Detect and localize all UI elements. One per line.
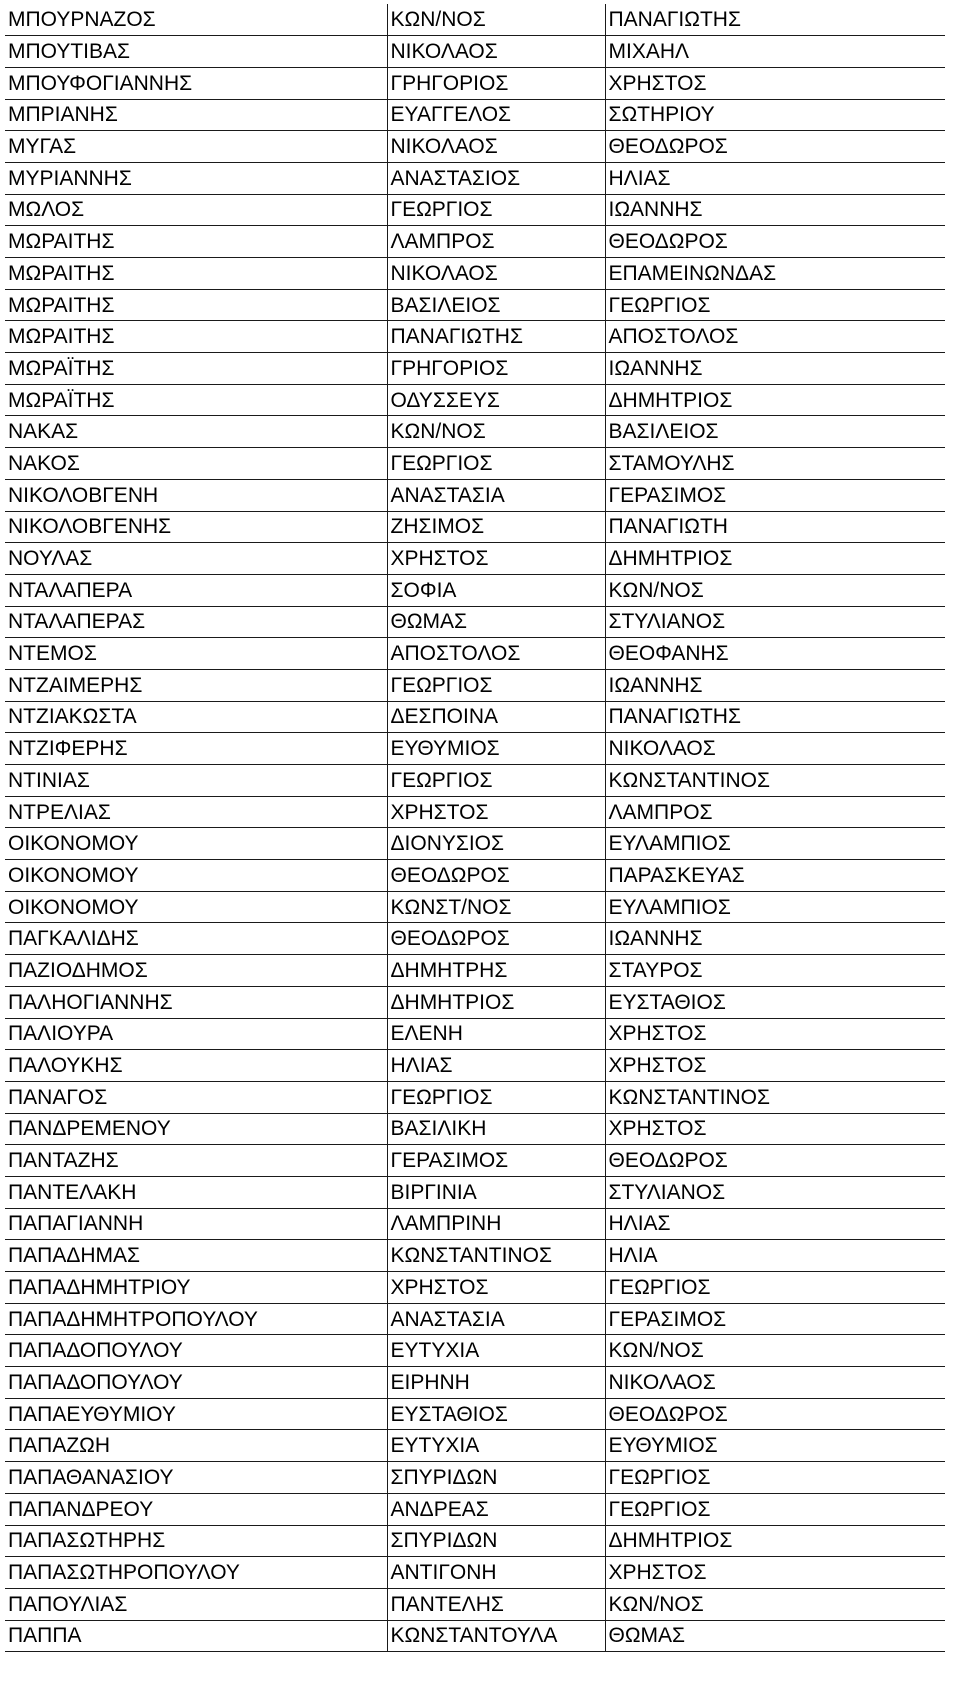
table-row bbox=[5, 1081, 945, 1113]
surname-cell: ΝΤΕΜΟΣ bbox=[5, 638, 387, 670]
father-name-cell: ΕΥΛΑΜΠΙΟΣ bbox=[605, 891, 945, 923]
surname-cell: ΜΩΡΑΙΤΗΣ bbox=[5, 321, 387, 353]
surname-cell: ΠΑΠΑΔΟΠΟΥΛΟΥ bbox=[5, 1335, 387, 1367]
first-name-cell: ΖΗΣΙΜΟΣ bbox=[387, 511, 605, 543]
first-name-cell: ΗΛΙΑΣ bbox=[387, 1050, 605, 1082]
first-name-cell: ΑΝΑΣΤΑΣΙΑ bbox=[387, 1303, 605, 1335]
father-name-cell: ΘΕΟΔΩΡΟΣ bbox=[605, 131, 945, 163]
surname-cell: ΟΙΚΟΝΟΜΟΥ bbox=[5, 828, 387, 860]
surname-cell: ΠΑΛΗΟΓΙΑΝΝΗΣ bbox=[5, 986, 387, 1018]
surname-cell: ΝΤΖΑΙΜΕΡΗΣ bbox=[5, 669, 387, 701]
table-row bbox=[5, 321, 945, 353]
table-row bbox=[5, 4, 945, 36]
father-name-cell: ΘΕΟΦΑΝΗΣ bbox=[605, 638, 945, 670]
surname-cell: ΝΑΚΑΣ bbox=[5, 416, 387, 448]
table-row bbox=[5, 131, 945, 163]
table-row bbox=[5, 479, 945, 511]
table-row bbox=[5, 1367, 945, 1399]
surname-cell: ΝΟΥΛΑΣ bbox=[5, 543, 387, 575]
table-row bbox=[5, 1208, 945, 1240]
father-name-cell: ΓΕΡΑΣΙΜΟΣ bbox=[605, 1303, 945, 1335]
father-name-cell: ΔΗΜΗΤΡΙΟΣ bbox=[605, 543, 945, 575]
father-name-cell: ΗΛΙΑ bbox=[605, 1240, 945, 1272]
table-row bbox=[5, 1050, 945, 1082]
table-row bbox=[5, 986, 945, 1018]
table-row bbox=[5, 701, 945, 733]
first-name-cell: ΕΥΑΓΓΕΛΟΣ bbox=[387, 99, 605, 131]
table-row bbox=[5, 1176, 945, 1208]
surname-cell: ΠΑΠΑΘΑΝΑΣΙΟΥ bbox=[5, 1462, 387, 1494]
surname-cell: ΠΑΠΑΕΥΘΥΜΙΟΥ bbox=[5, 1398, 387, 1430]
table-row bbox=[5, 796, 945, 828]
father-name-cell: ΜΙΧΑΗΛ bbox=[605, 36, 945, 68]
father-name-cell: ΧΡΗΣΤΟΣ bbox=[605, 1113, 945, 1145]
first-name-cell: ΔΗΜΗΤΡΗΣ bbox=[387, 955, 605, 987]
surname-cell: ΠΑΠΑΔΗΜΑΣ bbox=[5, 1240, 387, 1272]
father-name-cell: ΠΑΡΑΣΚΕΥΑΣ bbox=[605, 860, 945, 892]
father-name-cell: ΓΕΩΡΓΙΟΣ bbox=[605, 289, 945, 321]
surname-cell: ΠΑΓΚΑΛΙΔΗΣ bbox=[5, 923, 387, 955]
surname-cell: ΜΩΡΑΪΤΗΣ bbox=[5, 384, 387, 416]
table-row bbox=[5, 765, 945, 797]
father-name-cell: ΠΑΝΑΓΙΩΤΗΣ bbox=[605, 4, 945, 36]
first-name-cell: ΑΠΟΣΤΟΛΟΣ bbox=[387, 638, 605, 670]
table-row bbox=[5, 1525, 945, 1557]
father-name-cell: ΒΑΣΙΛΕΙΟΣ bbox=[605, 416, 945, 448]
first-name-cell: ΓΡΗΓΟΡΙΟΣ bbox=[387, 67, 605, 99]
first-name-cell: ΓΡΗΓΟΡΙΟΣ bbox=[387, 353, 605, 385]
names-table-body bbox=[5, 4, 945, 1652]
surname-cell: ΟΙΚΟΝΟΜΟΥ bbox=[5, 891, 387, 923]
table-row bbox=[5, 733, 945, 765]
table-row bbox=[5, 606, 945, 638]
father-name-cell: ΧΡΗΣΤΟΣ bbox=[605, 67, 945, 99]
first-name-cell: ΚΩΝ/ΝΟΣ bbox=[387, 416, 605, 448]
table-row bbox=[5, 669, 945, 701]
table-row bbox=[5, 1272, 945, 1304]
table-row bbox=[5, 448, 945, 480]
first-name-cell: ΓΕΩΡΓΙΟΣ bbox=[387, 194, 605, 226]
father-name-cell: ΙΩΑΝΝΗΣ bbox=[605, 194, 945, 226]
surname-cell: ΝΙΚΟΛΟΒΓΕΝΗ bbox=[5, 479, 387, 511]
father-name-cell: ΚΩΝ/ΝΟΣ bbox=[605, 1588, 945, 1620]
father-name-cell: ΧΡΗΣΤΟΣ bbox=[605, 1050, 945, 1082]
table-row bbox=[5, 99, 945, 131]
surname-cell: ΠΑΝΔΡΕΜΕΝΟΥ bbox=[5, 1113, 387, 1145]
surname-cell: ΠΑΖΙΟΔΗΜΟΣ bbox=[5, 955, 387, 987]
father-name-cell: ΗΛΙΑΣ bbox=[605, 1208, 945, 1240]
first-name-cell: ΕΥΤΥΧΙΑ bbox=[387, 1335, 605, 1367]
first-name-cell: ΛΑΜΠΡΟΣ bbox=[387, 226, 605, 258]
father-name-cell: ΣΤΥΛΙΑΝΟΣ bbox=[605, 606, 945, 638]
first-name-cell: ΣΟΦΙΑ bbox=[387, 574, 605, 606]
father-name-cell: ΙΩΑΝΝΗΣ bbox=[605, 669, 945, 701]
father-name-cell: ΘΕΟΔΩΡΟΣ bbox=[605, 1145, 945, 1177]
table-row bbox=[5, 1430, 945, 1462]
first-name-cell: ΕΙΡΗΝΗ bbox=[387, 1367, 605, 1399]
first-name-cell: ΣΠΥΡΙΔΩΝ bbox=[387, 1462, 605, 1494]
father-name-cell: ΓΕΩΡΓΙΟΣ bbox=[605, 1493, 945, 1525]
surname-cell: ΝΤΑΛΑΠΕΡΑ bbox=[5, 574, 387, 606]
surname-cell: ΜΠΡΙΑΝΗΣ bbox=[5, 99, 387, 131]
father-name-cell: ΗΛΙΑΣ bbox=[605, 162, 945, 194]
father-name-cell: ΘΕΟΔΩΡΟΣ bbox=[605, 226, 945, 258]
table-row bbox=[5, 511, 945, 543]
surname-cell: ΜΩΡΑΪΤΗΣ bbox=[5, 353, 387, 385]
first-name-cell: ΘΩΜΑΣ bbox=[387, 606, 605, 638]
father-name-cell: ΣΩΤΗΡΙΟΥ bbox=[605, 99, 945, 131]
table-row bbox=[5, 1588, 945, 1620]
surname-cell: ΜΩΡΑΙΤΗΣ bbox=[5, 226, 387, 258]
first-name-cell: ΓΕΩΡΓΙΟΣ bbox=[387, 669, 605, 701]
surname-cell: ΝΑΚΟΣ bbox=[5, 448, 387, 480]
first-name-cell: ΧΡΗΣΤΟΣ bbox=[387, 796, 605, 828]
surname-cell: ΠΑΠΑΓΙΑΝΝΗ bbox=[5, 1208, 387, 1240]
first-name-cell: ΚΩΝ/ΝΟΣ bbox=[387, 4, 605, 36]
table-row bbox=[5, 955, 945, 987]
father-name-cell: ΣΤΑΜΟΥΛΗΣ bbox=[605, 448, 945, 480]
first-name-cell: ΧΡΗΣΤΟΣ bbox=[387, 1272, 605, 1304]
father-name-cell: ΕΠΑΜΕΙΝΩΝΔΑΣ bbox=[605, 258, 945, 290]
surname-cell: ΠΑΝΤΑΖΗΣ bbox=[5, 1145, 387, 1177]
table-row bbox=[5, 1398, 945, 1430]
father-name-cell: ΔΗΜΗΤΡΙΟΣ bbox=[605, 384, 945, 416]
father-name-cell: ΑΠΟΣΤΟΛΟΣ bbox=[605, 321, 945, 353]
father-name-cell: ΓΕΩΡΓΙΟΣ bbox=[605, 1272, 945, 1304]
surname-cell: ΜΠΟΥΤΙΒΑΣ bbox=[5, 36, 387, 68]
table-row bbox=[5, 860, 945, 892]
first-name-cell: ΣΠΥΡΙΔΩΝ bbox=[387, 1525, 605, 1557]
surname-cell: ΠΑΝΤΕΛΑΚΗ bbox=[5, 1176, 387, 1208]
father-name-cell: ΚΩΝ/ΝΟΣ bbox=[605, 574, 945, 606]
first-name-cell: ΚΩΝΣΤΑΝΤΙΝΟΣ bbox=[387, 1240, 605, 1272]
table-row bbox=[5, 194, 945, 226]
surname-cell: ΝΙΚΟΛΟΒΓΕΝΗΣ bbox=[5, 511, 387, 543]
table-row bbox=[5, 416, 945, 448]
table-row bbox=[5, 1240, 945, 1272]
surname-cell: ΠΑΠΑΣΩΤΗΡΗΣ bbox=[5, 1525, 387, 1557]
surname-cell: ΜΠΟΥΦΟΓΙΑΝΝΗΣ bbox=[5, 67, 387, 99]
table-row bbox=[5, 36, 945, 68]
surname-cell: ΝΤΖΙΑΚΩΣΤΑ bbox=[5, 701, 387, 733]
surname-cell: ΝΤΑΛΑΠΕΡΑΣ bbox=[5, 606, 387, 638]
first-name-cell: ΛΑΜΠΡΙΝΗ bbox=[387, 1208, 605, 1240]
father-name-cell: ΚΩΝ/ΝΟΣ bbox=[605, 1335, 945, 1367]
father-name-cell: ΕΥΘΥΜΙΟΣ bbox=[605, 1430, 945, 1462]
table-row bbox=[5, 289, 945, 321]
father-name-cell: ΕΥΛΑΜΠΙΟΣ bbox=[605, 828, 945, 860]
table-row bbox=[5, 543, 945, 575]
table-row bbox=[5, 638, 945, 670]
first-name-cell: ΕΛΕΝΗ bbox=[387, 1018, 605, 1050]
father-name-cell: ΣΤΑΥΡΟΣ bbox=[605, 955, 945, 987]
surname-cell: ΠΑΠΑΔΗΜΗΤΡΟΠΟΥΛΟΥ bbox=[5, 1303, 387, 1335]
first-name-cell: ΧΡΗΣΤΟΣ bbox=[387, 543, 605, 575]
surname-cell: ΠΑΝΑΓΟΣ bbox=[5, 1081, 387, 1113]
first-name-cell: ΓΕΩΡΓΙΟΣ bbox=[387, 1081, 605, 1113]
first-name-cell: ΕΥΣΤΑΘΙΟΣ bbox=[387, 1398, 605, 1430]
table-row bbox=[5, 226, 945, 258]
surname-cell: ΠΑΠΑΖΩΗ bbox=[5, 1430, 387, 1462]
surname-cell: ΠΑΠΑΔΗΜΗΤΡΙΟΥ bbox=[5, 1272, 387, 1304]
surname-cell: ΠΑΛΙΟΥΡΑ bbox=[5, 1018, 387, 1050]
first-name-cell: ΔΗΜΗΤΡΙΟΣ bbox=[387, 986, 605, 1018]
first-name-cell: ΘΕΟΔΩΡΟΣ bbox=[387, 923, 605, 955]
table-row bbox=[5, 258, 945, 290]
first-name-cell: ΚΩΝΣΤΑΝΤΟΥΛΑ bbox=[387, 1620, 605, 1652]
father-name-cell: ΝΙΚΟΛΑΟΣ bbox=[605, 1367, 945, 1399]
surname-cell: ΝΤΙΝΙΑΣ bbox=[5, 765, 387, 797]
table-row bbox=[5, 1620, 945, 1652]
names-table-container bbox=[5, 4, 945, 1652]
surname-cell: ΠΑΠΠΑ bbox=[5, 1620, 387, 1652]
father-name-cell: ΣΤΥΛΙΑΝΟΣ bbox=[605, 1176, 945, 1208]
first-name-cell: ΕΥΘΥΜΙΟΣ bbox=[387, 733, 605, 765]
father-name-cell: ΠΑΝΑΓΙΩΤΗΣ bbox=[605, 701, 945, 733]
father-name-cell: ΚΩΝΣΤΑΝΤΙΝΟΣ bbox=[605, 1081, 945, 1113]
surname-cell: ΠΑΠΑΝΔΡΕΟΥ bbox=[5, 1493, 387, 1525]
surname-cell: ΝΤΡΕΛΙΑΣ bbox=[5, 796, 387, 828]
father-name-cell: ΔΗΜΗΤΡΙΟΣ bbox=[605, 1525, 945, 1557]
first-name-cell: ΕΥΤΥΧΙΑ bbox=[387, 1430, 605, 1462]
father-name-cell: ΠΑΝΑΓΙΩΤΗ bbox=[605, 511, 945, 543]
table-row bbox=[5, 574, 945, 606]
first-name-cell: ΚΩΝΣΤ/ΝΟΣ bbox=[387, 891, 605, 923]
table-row bbox=[5, 353, 945, 385]
first-name-cell: ΟΔΥΣΣΕΥΣ bbox=[387, 384, 605, 416]
first-name-cell: ΑΝΑΣΤΑΣΙΑ bbox=[387, 479, 605, 511]
first-name-cell: ΠΑΝΤΕΛΗΣ bbox=[387, 1588, 605, 1620]
first-name-cell: ΝΙΚΟΛΑΟΣ bbox=[387, 258, 605, 290]
father-name-cell: ΘΕΟΔΩΡΟΣ bbox=[605, 1398, 945, 1430]
first-name-cell: ΒΑΣΙΛΙΚΗ bbox=[387, 1113, 605, 1145]
table-row bbox=[5, 923, 945, 955]
surname-cell: ΠΑΠΑΣΩΤΗΡΟΠΟΥΛΟΥ bbox=[5, 1557, 387, 1589]
table-row bbox=[5, 67, 945, 99]
first-name-cell: ΘΕΟΔΩΡΟΣ bbox=[387, 860, 605, 892]
table-row bbox=[5, 384, 945, 416]
first-name-cell: ΔΕΣΠΟΙΝΑ bbox=[387, 701, 605, 733]
table-row bbox=[5, 1145, 945, 1177]
table-row bbox=[5, 1303, 945, 1335]
first-name-cell: ΒΑΣΙΛΕΙΟΣ bbox=[387, 289, 605, 321]
surname-cell: ΟΙΚΟΝΟΜΟΥ bbox=[5, 860, 387, 892]
first-name-cell: ΝΙΚΟΛΑΟΣ bbox=[387, 36, 605, 68]
first-name-cell: ΓΕΡΑΣΙΜΟΣ bbox=[387, 1145, 605, 1177]
father-name-cell: ΙΩΑΝΝΗΣ bbox=[605, 923, 945, 955]
surname-cell: ΠΑΠΑΔΟΠΟΥΛΟΥ bbox=[5, 1367, 387, 1399]
father-name-cell: ΚΩΝΣΤΑΝΤΙΝΟΣ bbox=[605, 765, 945, 797]
table-row bbox=[5, 1462, 945, 1494]
surname-cell: ΜΩΡΑΙΤΗΣ bbox=[5, 258, 387, 290]
table-row bbox=[5, 828, 945, 860]
father-name-cell: ΓΕΩΡΓΙΟΣ bbox=[605, 1462, 945, 1494]
surname-cell: ΜΩΛΟΣ bbox=[5, 194, 387, 226]
surname-cell: ΝΤΖΙΦΕΡΗΣ bbox=[5, 733, 387, 765]
father-name-cell: ΓΕΡΑΣΙΜΟΣ bbox=[605, 479, 945, 511]
father-name-cell: ΝΙΚΟΛΑΟΣ bbox=[605, 733, 945, 765]
father-name-cell: ΘΩΜΑΣ bbox=[605, 1620, 945, 1652]
table-row bbox=[5, 891, 945, 923]
first-name-cell: ΔΙΟΝΥΣΙΟΣ bbox=[387, 828, 605, 860]
table-row bbox=[5, 1335, 945, 1367]
first-name-cell: ΑΝΔΡΕΑΣ bbox=[387, 1493, 605, 1525]
first-name-cell: ΓΕΩΡΓΙΟΣ bbox=[387, 765, 605, 797]
table-row bbox=[5, 162, 945, 194]
father-name-cell: ΙΩΑΝΝΗΣ bbox=[605, 353, 945, 385]
father-name-cell: ΛΑΜΠΡΟΣ bbox=[605, 796, 945, 828]
first-name-cell: ΑΝΤΙΓΟΝΗ bbox=[387, 1557, 605, 1589]
surname-cell: ΜΠΟΥΡΝΑΖΟΣ bbox=[5, 4, 387, 36]
table-row bbox=[5, 1493, 945, 1525]
first-name-cell: ΝΙΚΟΛΑΟΣ bbox=[387, 131, 605, 163]
father-name-cell: ΧΡΗΣΤΟΣ bbox=[605, 1018, 945, 1050]
first-name-cell: ΒΙΡΓΙΝΙΑ bbox=[387, 1176, 605, 1208]
first-name-cell: ΓΕΩΡΓΙΟΣ bbox=[387, 448, 605, 480]
table-row bbox=[5, 1113, 945, 1145]
surname-cell: ΜΥΓΑΣ bbox=[5, 131, 387, 163]
father-name-cell: ΕΥΣΤΑΘΙΟΣ bbox=[605, 986, 945, 1018]
table-row bbox=[5, 1557, 945, 1589]
first-name-cell: ΠΑΝΑΓΙΩΤΗΣ bbox=[387, 321, 605, 353]
surname-cell: ΠΑΠΟΥΛΙΑΣ bbox=[5, 1588, 387, 1620]
names-table bbox=[5, 4, 945, 1652]
surname-cell: ΜΥΡΙΑΝΝΗΣ bbox=[5, 162, 387, 194]
father-name-cell: ΧΡΗΣΤΟΣ bbox=[605, 1557, 945, 1589]
table-row bbox=[5, 1018, 945, 1050]
surname-cell: ΠΑΛΟΥΚΗΣ bbox=[5, 1050, 387, 1082]
first-name-cell: ΑΝΑΣΤΑΣΙΟΣ bbox=[387, 162, 605, 194]
surname-cell: ΜΩΡΑΙΤΗΣ bbox=[5, 289, 387, 321]
